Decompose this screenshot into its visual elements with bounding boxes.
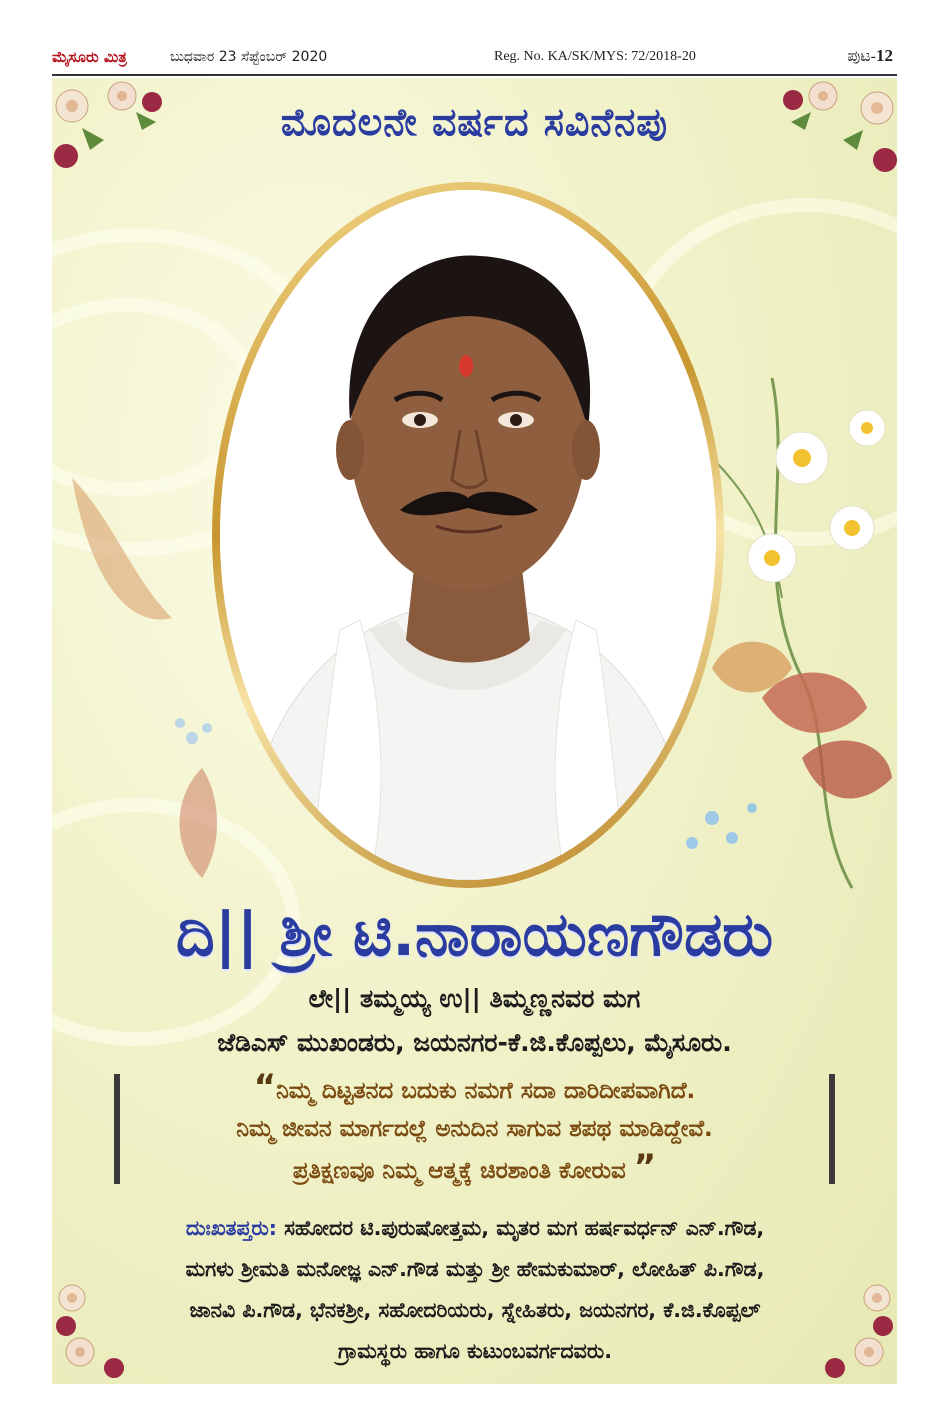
quote-line-text: ಪ್ರತಿಕ್ಷಣವೂ ನಿಮ್ಮ ಆತ್ಮಕ್ಕೆ ಚಿರಶಾಂತಿ ಕೋರುವ xyxy=(292,1158,626,1184)
header-rule xyxy=(52,74,897,76)
quote-line: ನಿಮ್ಮ ಜೀವನ ಮಾರ್ಗದಲ್ಲೆ ಅನುದಿನ ಸಾಗುವ ಶಪಥ ಮಾಡಿದ್ದೇವೆ. xyxy=(236,1116,713,1142)
tribute-quote xyxy=(112,1068,837,1190)
newspaper-brand: ಮೈಸೂರು ಮಿತ್ರ xyxy=(52,48,127,66)
mourners-text: ಸಹೋದರ ಟಿ.ಪುರುಷೋತ್ತಮ, ಮೃತರ ಮಗ ಹರ್ಷವರ್ಧನ್ ಎನ್.ಗೌಡ, xyxy=(284,1216,765,1240)
mourners-line: ಗ್ರಾಮಸ್ಥರು ಹಾಗೂ ಕುಟುಂಬವರ್ಗದವರು. xyxy=(338,1339,612,1363)
person-portrait-illustration xyxy=(220,190,716,880)
memorial-advertisement xyxy=(52,78,897,1384)
portrait-photo xyxy=(220,190,716,880)
left-floral-decoration xyxy=(52,438,232,898)
deceased-name: ದಿ|| ಶ್ರೀ ಟಿ.ನಾರಾಯಣಗೌಡರು xyxy=(175,900,774,970)
mourners-line: ಮಗಳು ಶ್ರೀಮತಿ ಮನೋಜ್ಞ ಎನ್.ಗೌಡ ಮತ್ತು ಶ್ರೀ ಹೇಮಕುಮಾರ್, ಲೋಹಿತ್ ಪಿ.ಗೌಡ, xyxy=(185,1257,765,1281)
registration-number: Reg. No. KA/SK/MYS: 72/2018-20 xyxy=(494,49,696,64)
designation-line: ಜೆಡಿಎಸ್ ಮುಖಂಡರು, ಜಯನಗರ-ಕೆ.ಜಿ.ಕೊಪ್ಪಲು, ಮೈಸೂರು. xyxy=(217,1028,732,1057)
page-number: ಪುಟ-12 xyxy=(847,46,893,65)
mourners-list xyxy=(70,1208,880,1372)
mourners-line xyxy=(70,1208,880,1249)
quote-line xyxy=(112,1148,837,1190)
page-header xyxy=(52,40,897,78)
quote-close-mark: ” xyxy=(633,1147,657,1187)
quote-line xyxy=(112,1068,837,1110)
memorial-title: ಮೊದಲನೇ ವರ್ಷದ ಸವಿನೆನಪು xyxy=(280,100,669,144)
issue-date: ಬುಧವಾರ 23 ಸೆಪ್ಟೆಂಬರ್ 2020 xyxy=(170,49,328,65)
quote-line-text: ನಿಮ್ಮ ದಿಟ್ಟತನದ ಬದುಕು ನಮಗೆ ಸದಾ ದಾರಿದೀಪವಾಗಿದೆ. xyxy=(276,1078,696,1104)
quote-open-mark: “ xyxy=(253,1067,277,1107)
parentage-line: ಲೇ|| ತಮ್ಮಯ್ಯ ಉ|| ತಿಮ್ಮಣ್ಣನವರ ಮಗ xyxy=(308,984,641,1013)
mourners-line: ಜಾನವಿ ಪಿ.ಗೌಡ, ಭೆನಕಶ್ರೀ, ಸಹೋದರಿಯರು, ಸ್ನೇಹಿತರು, ಜಯನಗರ, ಕೆ.ಜಿ.ಕೊಪ್ಪಲ್ xyxy=(189,1298,761,1322)
mourners-label: ದುಃಖತಪ್ತರು: xyxy=(185,1216,277,1240)
